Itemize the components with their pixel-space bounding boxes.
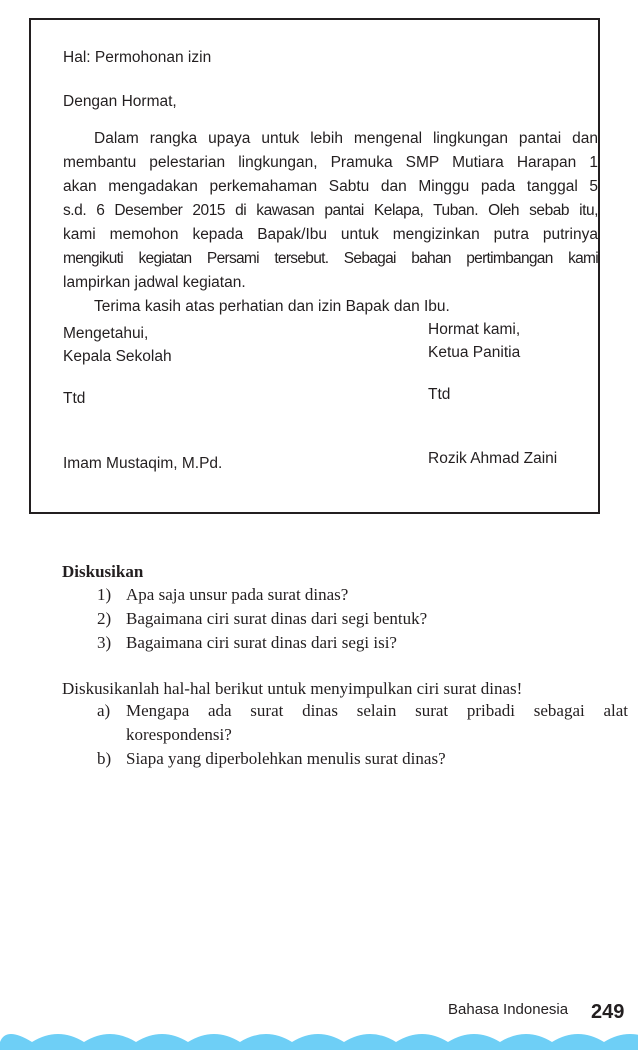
letter-body-line: mengikuti kegiatan Persami tersebut. Sebagai bahan pertimbangan kami bbox=[63, 250, 598, 267]
list-number: 1) bbox=[97, 585, 112, 604]
left-sign-name: Imam Mustaqim, M.Pd. bbox=[63, 455, 223, 472]
list-item bbox=[97, 747, 628, 771]
left-sign-line1: Mengetahui, bbox=[63, 325, 149, 342]
list-number: 3) bbox=[97, 633, 112, 652]
letter-body-line: membantu pelestarian lingkungan, Pramuka SMP Mutiara Harapan 1 bbox=[63, 154, 598, 171]
list-text: Apa saja unsur pada surat dinas? bbox=[126, 585, 349, 604]
letter-body-line: kami memohon kepada Bapak/Ibu untuk mengizinkan putra putrinya bbox=[63, 226, 598, 243]
list-item bbox=[97, 699, 628, 747]
discussion-title: Diskusikan bbox=[62, 562, 144, 581]
item-list bbox=[97, 699, 628, 771]
letter-body bbox=[63, 127, 598, 319]
letter-body-line: Dalam rangka upaya untuk lebih mengenal lingkungan pantai dan bbox=[94, 130, 598, 147]
list-item bbox=[97, 631, 427, 655]
list-text: Siapa yang diperbolehkan menulis surat dinas? bbox=[126, 749, 446, 768]
letter-box bbox=[29, 18, 600, 514]
letter-greeting: Dengan Hormat, bbox=[63, 93, 177, 110]
wave-decoration bbox=[0, 1028, 638, 1050]
wave-shape bbox=[0, 1034, 638, 1050]
letter-subject: Hal: Permohonan izin bbox=[63, 49, 212, 66]
right-sign-name: Rozik Ahmad Zaini bbox=[428, 450, 558, 467]
left-sign-line2: Kepala Sekolah bbox=[63, 348, 172, 365]
list-text: Bagaimana ciri surat dinas dari segi isi? bbox=[126, 633, 397, 652]
letter-thanks: Terima kasih atas perhatian dan izin Bapak dan Ibu. bbox=[94, 298, 450, 315]
left-sign-ttd: Ttd bbox=[63, 390, 86, 407]
question-list bbox=[97, 583, 427, 655]
list-text: Mengapa ada surat dinas selain surat pribadi sebagai alat bbox=[126, 701, 628, 720]
list-number: b) bbox=[97, 749, 112, 768]
letter-body-line: lampirkan jadwal kegiatan. bbox=[63, 274, 246, 291]
book-title: Bahasa Indonesia bbox=[448, 1001, 569, 1018]
right-sign-line1: Hormat kami, bbox=[428, 321, 521, 338]
list-number: 2) bbox=[97, 609, 112, 628]
list-text: Bagaimana ciri surat dinas dari segi bentuk? bbox=[126, 609, 428, 628]
letter-body-line: s.d. 6 Desember 2015 di kawasan pantai Kelapa, Tuban. Oleh sebab itu, bbox=[63, 202, 598, 219]
list-item bbox=[97, 583, 427, 607]
list-item bbox=[97, 607, 427, 631]
page-number: 249 bbox=[591, 1001, 625, 1023]
right-sign-line2: Ketua Panitia bbox=[428, 344, 521, 361]
list-number: a) bbox=[97, 701, 111, 720]
letter-body-line: akan mengadakan perkemahaman Sabtu dan Minggu pada tanggal 5 bbox=[63, 178, 598, 195]
right-sign-ttd: Ttd bbox=[428, 386, 451, 403]
discussion-instruction: Diskusikanlah hal-hal berikut untuk menyimpulkan ciri surat dinas! bbox=[62, 679, 523, 698]
list-text-continued: korespondensi? bbox=[126, 725, 232, 744]
